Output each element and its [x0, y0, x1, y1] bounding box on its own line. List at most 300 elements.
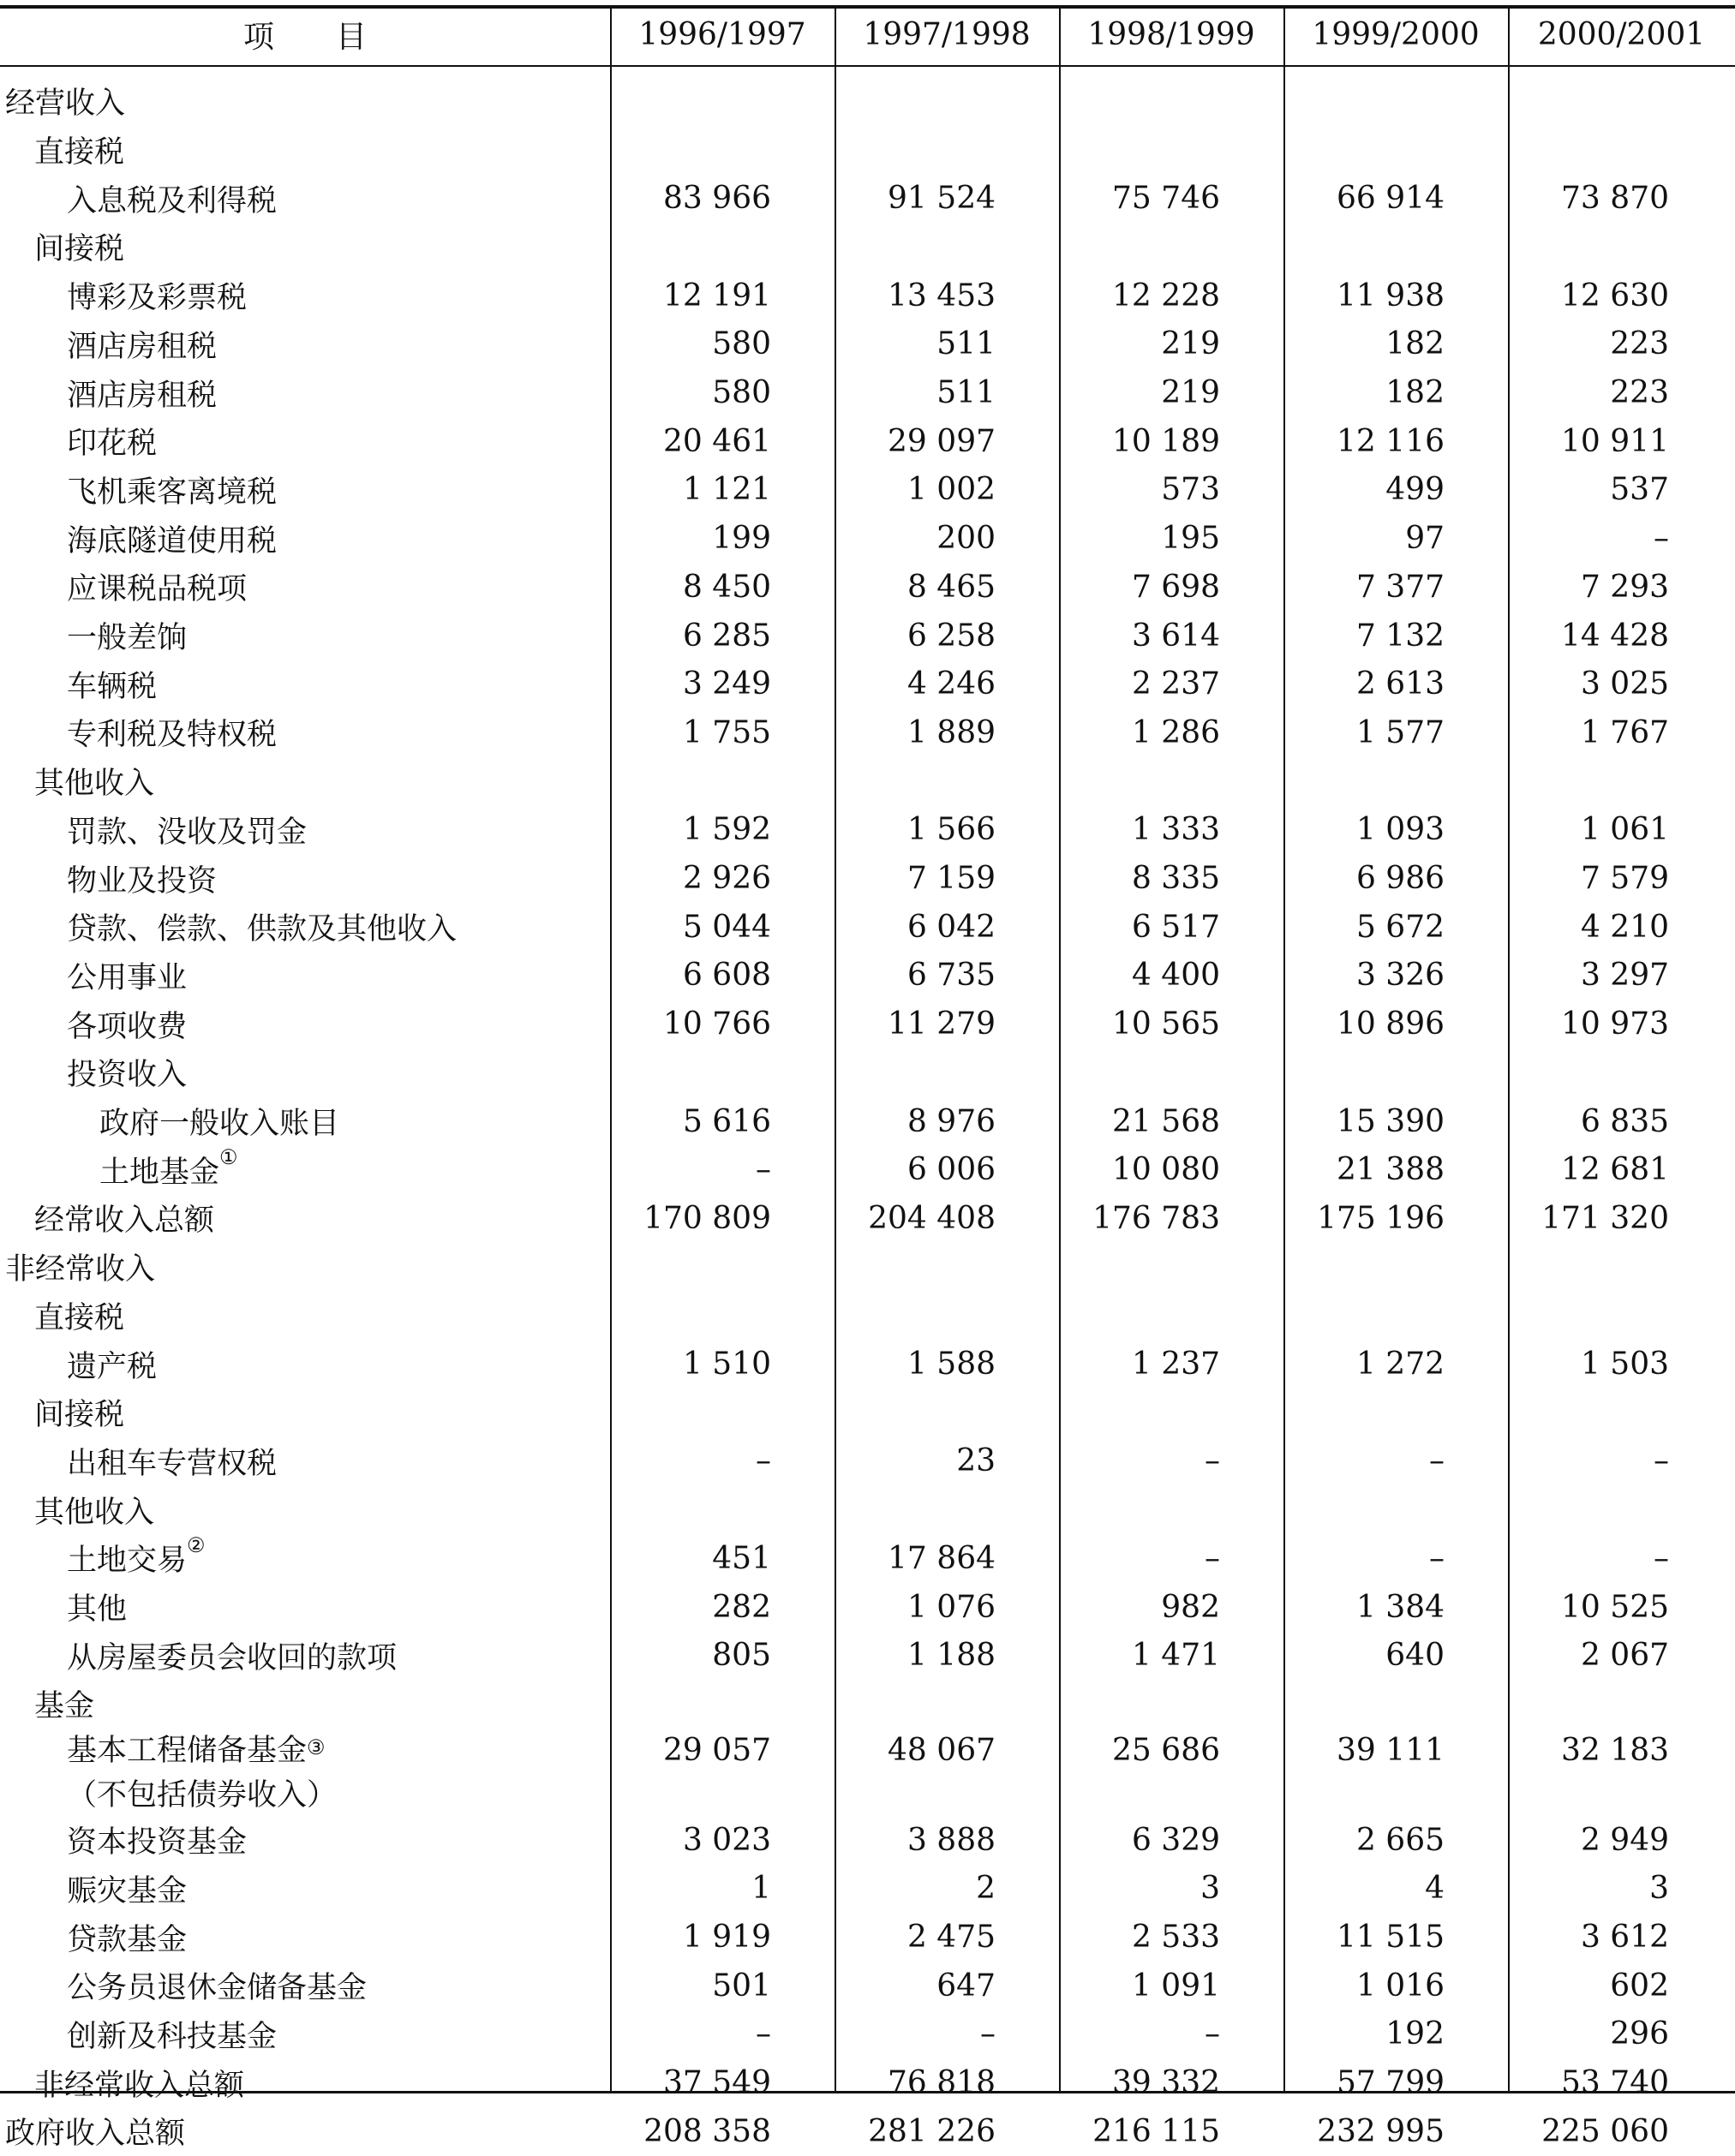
value-cell: 10 896 [1337, 1006, 1445, 1042]
row-label-text: 酒店房租税 [67, 329, 218, 364]
value-cell: – [1205, 1540, 1220, 1576]
value-cell: 3 [1649, 1871, 1669, 1907]
row-label-text: 土地交易② [67, 1533, 206, 1579]
value-cell [790, 223, 996, 272]
row-label [67, 1048, 187, 1097]
value-cell [1463, 1485, 1669, 1534]
row-label-text: 贷款基金 [67, 1922, 188, 1957]
value-cell: 57 799 [1337, 2065, 1445, 2101]
row-label [5, 77, 125, 126]
value-cell: 1 091 [1131, 1968, 1220, 2004]
row-label-text: 印花税 [67, 427, 158, 462]
value-cell: 2 [976, 1871, 996, 1907]
value-cell [1463, 1680, 1669, 1729]
value-cell: 219 [1161, 326, 1220, 362]
value-cell [1014, 1243, 1220, 1292]
value-cell: 7 293 [1580, 569, 1669, 605]
value-cell: – [1429, 1443, 1445, 1479]
value-cell: 11 938 [1337, 278, 1445, 314]
row-label-text: 其他 [67, 1592, 128, 1627]
value-cell: 6 608 [682, 958, 771, 994]
value-cell: – [1205, 1443, 1220, 1479]
table-row [0, 223, 1735, 272]
value-cell [565, 757, 771, 806]
value-cell: 1 016 [1355, 1968, 1445, 2004]
value-cell [1014, 77, 1220, 126]
value-cell: 282 [712, 1589, 771, 1625]
value-cell [790, 1243, 996, 1292]
value-cell [565, 1485, 771, 1534]
value-cell: 511 [936, 326, 996, 362]
value-cell: 7 132 [1355, 618, 1445, 654]
value-cell: 1 755 [682, 714, 771, 750]
value-cell: 3 888 [906, 1822, 996, 1858]
value-cell [1239, 223, 1445, 272]
value-cell: 204 408 [868, 1200, 996, 1236]
table-row [0, 1865, 1735, 1914]
value-cell: 501 [712, 1968, 771, 2004]
value-cell: 2 533 [1131, 1920, 1220, 1956]
value-cell: 75 746 [1112, 181, 1220, 217]
value-cell: 21 568 [1112, 1103, 1220, 1139]
value-cell [1239, 1243, 1445, 1292]
value-cell: 12 191 [663, 278, 771, 314]
value-cell: 37 549 [663, 2065, 771, 2101]
value-cell: 182 [1385, 326, 1445, 362]
value-cell: 10 973 [1561, 1006, 1669, 1042]
row-label-text: 从房屋委员会收回的款项 [67, 1640, 398, 1675]
value-cell: 182 [1385, 375, 1445, 411]
row-label [99, 1097, 339, 1146]
value-cell: 1 384 [1355, 1589, 1445, 1625]
table-row [0, 1534, 1735, 1583]
value-cell: 175 196 [1317, 1200, 1445, 1236]
value-cell: 1 566 [906, 812, 996, 848]
header-year-3: 1998/1999 [1087, 16, 1255, 52]
row-label [67, 1000, 187, 1048]
value-cell: 5 616 [682, 1103, 771, 1139]
value-cell: 3 [1200, 1871, 1220, 1907]
row-label-text: 基金 [34, 1689, 95, 1724]
table-row [0, 1485, 1735, 1534]
value-cell: 216 115 [1092, 2113, 1220, 2149]
value-cell [565, 77, 771, 126]
value-cell [1239, 1292, 1445, 1341]
value-cell [1014, 1389, 1220, 1437]
table-row [0, 1145, 1735, 1194]
value-cell [1014, 1048, 1220, 1097]
value-cell: 66 914 [1337, 181, 1445, 217]
value-cell: 4 210 [1580, 909, 1669, 945]
row-label-text: 公务员退休金储备基金 [67, 1971, 368, 2006]
row-label-text: 公用事业 [67, 960, 188, 995]
row-label-text: 直接税 [34, 1300, 125, 1335]
value-cell: 25 686 [1112, 1732, 1220, 1768]
footnote-marker: ① [219, 1144, 238, 1169]
value-cell: 4 400 [1131, 958, 1220, 994]
value-cell [1463, 77, 1669, 126]
row-label-text: 政府一般收入账目 [99, 1107, 340, 1142]
value-cell: 6 042 [906, 909, 996, 945]
value-cell: 48 067 [888, 1732, 996, 1768]
header-year-5: 2000/2001 [1537, 16, 1706, 52]
value-cell: 2 475 [906, 1920, 996, 1956]
value-cell: 192 [1385, 2016, 1445, 2052]
value-cell: 3 025 [1580, 666, 1669, 702]
value-cell: 73 870 [1561, 181, 1669, 217]
header-year-1: 1996/1997 [638, 16, 806, 52]
value-cell: 23 [956, 1443, 996, 1479]
value-cell: 1 767 [1580, 714, 1669, 750]
value-cell: 640 [1385, 1638, 1445, 1674]
value-cell: 223 [1610, 375, 1669, 411]
value-cell: 6 329 [1131, 1822, 1220, 1858]
value-cell [790, 1680, 996, 1729]
row-label-text: 专利税及特权税 [67, 718, 278, 753]
bottom-rule [0, 2091, 1735, 2093]
row-label [67, 1631, 397, 1680]
value-cell: 1 919 [682, 1920, 771, 1956]
value-cell: 4 246 [906, 666, 996, 702]
value-cell: 1 188 [906, 1638, 996, 1674]
row-label [67, 466, 277, 515]
value-cell [565, 1680, 771, 1729]
row-label [99, 1145, 238, 1194]
table-row [0, 1097, 1735, 1146]
value-cell: 10 189 [1112, 423, 1220, 459]
value-cell [565, 1243, 771, 1292]
value-cell: 499 [1385, 472, 1445, 508]
value-cell: 8 335 [1131, 861, 1220, 897]
value-cell: 53 740 [1561, 2065, 1669, 2101]
table-row [0, 174, 1735, 223]
value-cell: 12 228 [1112, 278, 1220, 314]
row-label [67, 1816, 247, 1865]
header-year-4: 1999/2000 [1312, 16, 1480, 52]
table-row [0, 1680, 1735, 1729]
value-cell: 2 613 [1355, 666, 1445, 702]
value-cell [565, 1048, 771, 1097]
value-cell [790, 77, 996, 126]
table-row [0, 612, 1735, 660]
row-label-text: 应课税品税项 [67, 572, 248, 607]
value-cell: 11 279 [888, 1006, 996, 1042]
row-label [34, 1485, 154, 1534]
value-cell: 580 [712, 375, 771, 411]
value-cell [1014, 1680, 1220, 1729]
row-label-text: 间接税 [34, 232, 125, 267]
row-label [67, 806, 307, 855]
value-cell: 171 320 [1541, 1200, 1669, 1236]
value-cell [565, 223, 771, 272]
value-cell: 4 [1425, 1871, 1445, 1907]
footnote-marker: ② [187, 1533, 206, 1558]
value-cell: 7 159 [906, 861, 996, 897]
value-cell [1463, 1389, 1669, 1437]
value-cell: 982 [1161, 1589, 1220, 1625]
table-row [0, 320, 1735, 369]
row-label [34, 757, 154, 806]
value-cell: 1 272 [1355, 1347, 1445, 1383]
value-cell [565, 1389, 771, 1437]
row-label [67, 1865, 187, 1914]
table-row [0, 1243, 1735, 1292]
row-label [67, 612, 187, 660]
value-cell: 10 565 [1112, 1006, 1220, 1042]
value-cell: 170 809 [643, 1200, 771, 1236]
value-cell: 176 783 [1092, 1200, 1220, 1236]
footnote-marker: ③ [307, 1735, 326, 1759]
row-label [67, 854, 217, 903]
value-cell [790, 1485, 996, 1534]
value-cell: 2 665 [1355, 1822, 1445, 1858]
value-cell: 97 [1405, 521, 1445, 557]
row-label [67, 1340, 157, 1389]
value-cell: 20 461 [663, 423, 771, 459]
value-cell: 602 [1610, 1968, 1669, 2004]
value-cell: 15 390 [1337, 1103, 1445, 1139]
table-row [0, 466, 1735, 515]
value-cell: 3 614 [1131, 618, 1220, 654]
value-cell [1014, 1292, 1220, 1341]
row-label-text: 海底隧道使用税 [67, 523, 278, 558]
value-cell: 14 428 [1561, 618, 1669, 654]
row-label [67, 903, 457, 952]
value-cell: 6 986 [1355, 861, 1445, 897]
row-label [67, 660, 157, 708]
value-cell: 3 326 [1355, 958, 1445, 994]
value-cell: 2 949 [1580, 1822, 1669, 1858]
value-cell [1463, 223, 1669, 272]
value-cell: 580 [712, 326, 771, 362]
value-cell: 39 111 [1337, 1732, 1445, 1768]
value-cell: 17 864 [888, 1540, 996, 1576]
row-label-text: 土地基金① [99, 1144, 238, 1190]
value-cell [1239, 757, 1445, 806]
value-cell: 39 332 [1112, 2065, 1220, 2101]
row-label-text: 直接税 [34, 135, 125, 170]
row-label [34, 2058, 244, 2107]
row-label [34, 1680, 94, 1729]
value-cell: – [980, 2016, 996, 2052]
value-cell: 451 [712, 1540, 771, 1576]
table-row [0, 563, 1735, 612]
value-cell: 10 766 [663, 1006, 771, 1042]
table-row [0, 660, 1735, 708]
value-cell: 7 698 [1131, 569, 1220, 605]
value-cell [790, 1048, 996, 1097]
row-label-text: 飞机乘客离境税 [67, 475, 278, 510]
table-row [0, 1729, 1735, 1816]
table-row [0, 1913, 1735, 1962]
value-cell: 537 [1610, 472, 1669, 508]
value-cell: 6 258 [906, 618, 996, 654]
row-label-text: 车辆税 [67, 669, 158, 704]
value-cell [1463, 1048, 1669, 1097]
row-label-text: 其他收入 [34, 767, 155, 802]
value-cell: 647 [936, 1968, 996, 2004]
table-row [0, 1000, 1735, 1048]
value-cell: – [1205, 2016, 1220, 2052]
row-label [34, 1389, 124, 1437]
row-label-text: 投资收入 [67, 1058, 188, 1093]
row-label [67, 2010, 277, 2059]
value-cell: 1 592 [682, 812, 771, 848]
value-cell: 223 [1610, 326, 1669, 362]
value-cell [790, 1292, 996, 1341]
value-cell: 11 515 [1337, 1920, 1445, 1956]
row-label-text: 入息税及利得税 [67, 183, 278, 218]
value-cell: 12 630 [1561, 278, 1669, 314]
row-label-text: 创新及科技基金 [67, 2019, 278, 2054]
value-cell: 10 525 [1561, 1589, 1669, 1625]
value-cell: 208 358 [643, 2113, 771, 2149]
value-cell: 232 995 [1317, 2113, 1445, 2149]
row-label [67, 708, 277, 757]
row-label-text: 间接税 [34, 1398, 125, 1433]
value-cell: 1 061 [1580, 812, 1669, 848]
row-label-text: 基本工程储备基金③ [67, 1733, 326, 1768]
value-cell: 1 889 [906, 714, 996, 750]
value-cell [565, 1292, 771, 1341]
value-cell: 199 [712, 521, 771, 557]
value-cell: 2 237 [1131, 666, 1220, 702]
row-label [67, 952, 187, 1000]
value-cell: 76 818 [888, 2065, 996, 2101]
row-label-text: 罚款、没收及罚金 [67, 815, 308, 850]
table-row [0, 806, 1735, 855]
row-label [34, 1292, 124, 1341]
row-label [67, 1913, 187, 1962]
table-row [0, 1583, 1735, 1632]
value-cell: 1 333 [1131, 812, 1220, 848]
table-row [0, 417, 1735, 466]
value-cell: 8 465 [906, 569, 996, 605]
row-label-text: 博彩及彩票税 [67, 281, 248, 316]
row-label-text: 经营收入 [5, 87, 126, 122]
value-cell: 6 517 [1131, 909, 1220, 945]
value-cell: 1 286 [1131, 714, 1220, 750]
value-cell: 1 471 [1131, 1638, 1220, 1674]
value-cell: 225 060 [1541, 2113, 1669, 2149]
value-cell: 281 226 [868, 2113, 996, 2149]
table-row [0, 757, 1735, 806]
value-cell: 12 116 [1337, 423, 1445, 459]
value-cell [790, 126, 996, 175]
value-cell: 5 672 [1355, 909, 1445, 945]
value-cell: 91 524 [888, 181, 996, 217]
row-label [67, 417, 157, 466]
value-cell [1014, 223, 1220, 272]
row-label [67, 1962, 367, 2010]
value-cell: 32 183 [1561, 1732, 1669, 1768]
value-cell: 13 453 [888, 278, 996, 314]
table-row [0, 1340, 1735, 1389]
value-cell [1463, 1292, 1669, 1341]
row-label [67, 1729, 337, 1816]
table-row [0, 514, 1735, 563]
value-cell [790, 757, 996, 806]
value-cell: 5 044 [682, 909, 771, 945]
row-label [34, 223, 124, 272]
value-cell: 6 285 [682, 618, 771, 654]
row-label-text: 出租车专营权税 [67, 1446, 278, 1481]
value-cell: 1 588 [906, 1347, 996, 1383]
value-cell: 10 080 [1112, 1152, 1220, 1188]
value-cell: 8 976 [906, 1103, 996, 1139]
table-row [0, 1194, 1735, 1243]
table-row [0, 1292, 1735, 1341]
row-label-text: 经常收入总额 [34, 1203, 215, 1239]
table-row [0, 2010, 1735, 2059]
row-label [67, 320, 217, 369]
value-cell: 10 911 [1561, 423, 1669, 459]
value-cell: 805 [712, 1638, 771, 1674]
value-cell: – [756, 2016, 771, 2052]
value-cell: 29 097 [888, 423, 996, 459]
value-cell: 1 237 [1131, 1347, 1220, 1383]
value-cell: 3 023 [682, 1822, 771, 1858]
table-row [0, 1389, 1735, 1437]
value-cell: 1 510 [682, 1347, 771, 1383]
value-cell: – [1654, 1443, 1669, 1479]
value-cell: 296 [1610, 2016, 1669, 2052]
value-cell [1239, 77, 1445, 126]
value-cell: – [756, 1443, 771, 1479]
row-label-text: 其他收入 [34, 1495, 155, 1530]
header-item: 项 目 [242, 19, 367, 55]
value-cell [790, 1389, 996, 1437]
value-cell: 6 735 [906, 958, 996, 994]
value-cell: 195 [1161, 521, 1220, 557]
row-label-text: 资本投资基金 [67, 1825, 248, 1860]
table-row [0, 77, 1735, 126]
table-row [0, 1437, 1735, 1486]
row-label-text: 赈灾基金 [67, 1873, 188, 1908]
value-cell [1239, 1485, 1445, 1534]
row-label-text: 各项收费 [67, 1009, 188, 1044]
value-cell: 83 966 [663, 181, 771, 217]
value-cell [1239, 126, 1445, 175]
row-label [67, 1534, 206, 1583]
value-cell: – [1429, 1540, 1445, 1576]
value-cell: 6 835 [1580, 1103, 1669, 1139]
table-row [0, 1631, 1735, 1680]
row-label [5, 1243, 155, 1292]
value-cell: 219 [1161, 375, 1220, 411]
table-row [0, 2058, 1735, 2107]
header-year-2: 1997/1998 [863, 16, 1031, 52]
value-cell: 573 [1161, 472, 1220, 508]
value-cell [1463, 757, 1669, 806]
table-row [0, 854, 1735, 903]
value-cell: 511 [936, 375, 996, 411]
value-cell: 1 121 [682, 472, 771, 508]
value-cell: 2 926 [682, 861, 771, 897]
table-row [0, 1962, 1735, 2010]
value-cell: 200 [936, 521, 996, 557]
value-cell [565, 126, 771, 175]
value-cell [1014, 1485, 1220, 1534]
value-cell [1239, 1389, 1445, 1437]
value-cell [1239, 1680, 1445, 1729]
value-cell [1239, 1048, 1445, 1097]
row-label [67, 1437, 277, 1486]
table-row [0, 126, 1735, 175]
value-cell [1014, 126, 1220, 175]
value-cell: 3 249 [682, 666, 771, 702]
value-cell: 21 388 [1337, 1152, 1445, 1188]
